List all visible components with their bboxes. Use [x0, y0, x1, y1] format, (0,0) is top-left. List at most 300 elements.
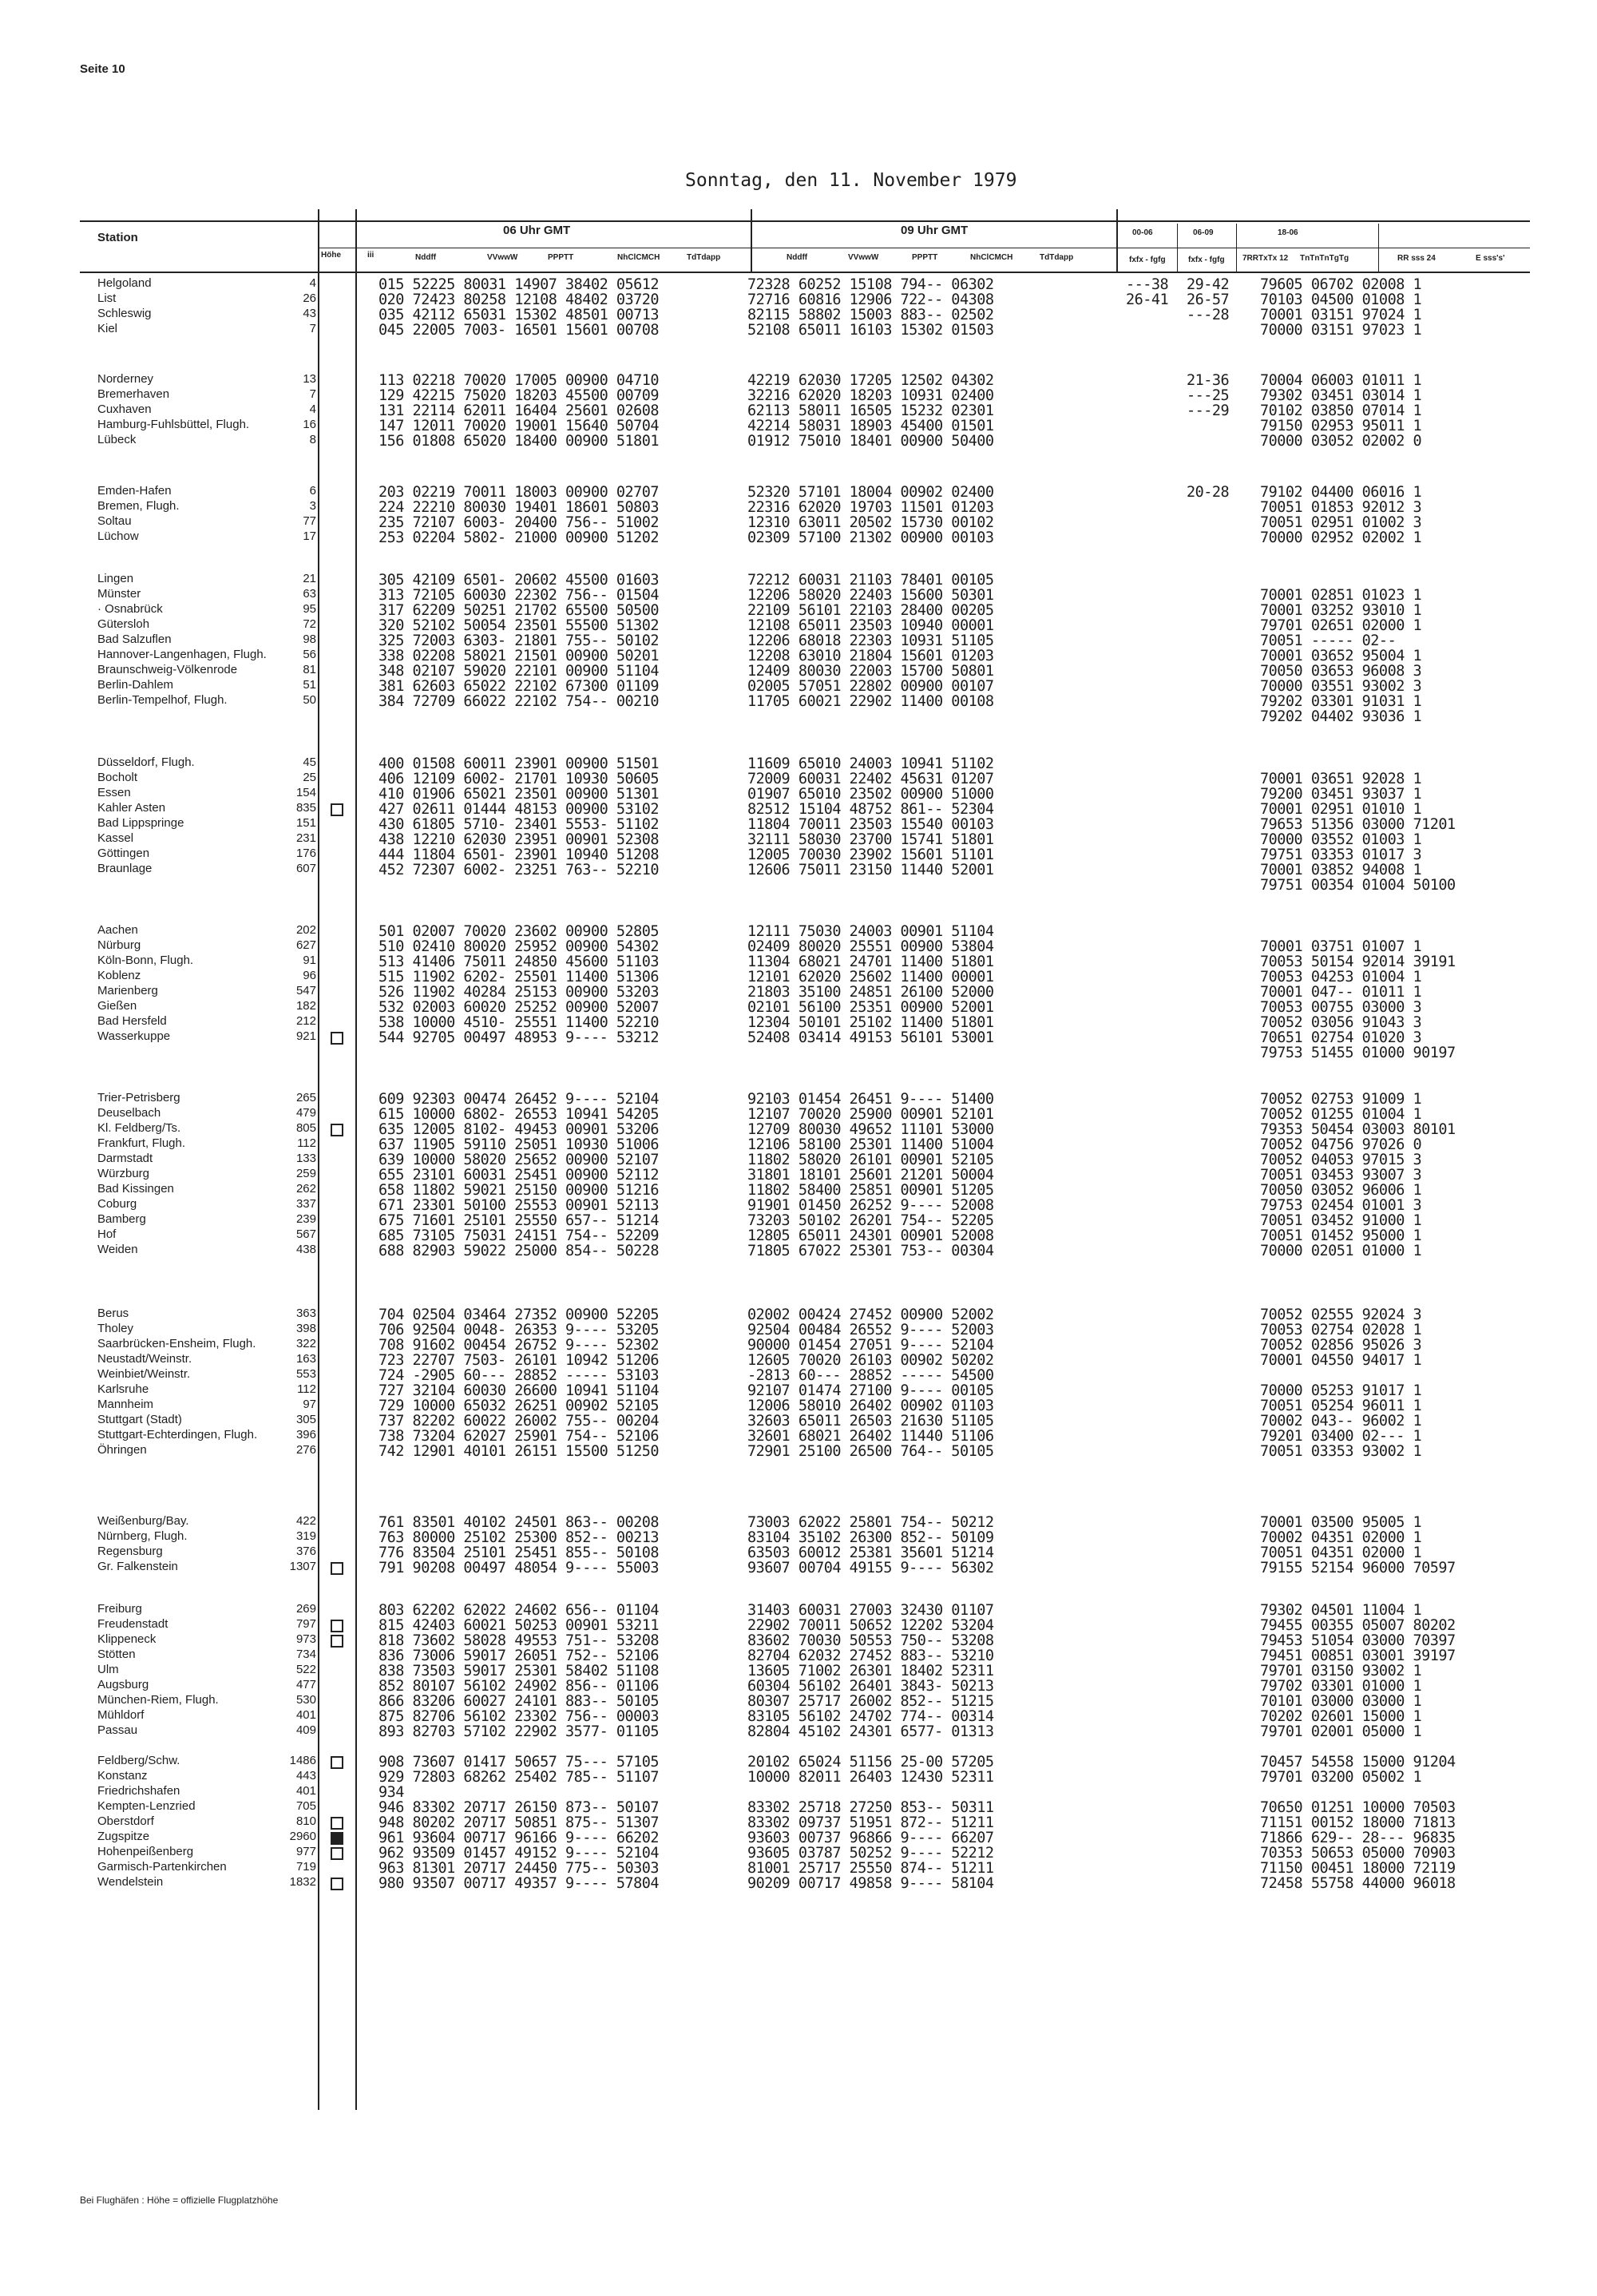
station-height: 72 [303, 617, 316, 631]
tdtd9-header: TdTdapp [1040, 253, 1074, 262]
station-name: Bad Kissingen [97, 1182, 174, 1196]
obs-09-gmt: 02409 80020 25551 00900 53804 [747, 938, 994, 955]
station-row [97, 1014, 1527, 1029]
precip-temp-18-06: 70051 03453 93007 3 [1260, 1167, 1422, 1184]
station-name: Tholey [97, 1322, 134, 1335]
station-name: Ulm [97, 1663, 119, 1676]
station-row [97, 1136, 1527, 1152]
obs-06-gmt: 724 -2905 60--- 28852 ----- 53103 [378, 1367, 660, 1384]
station-height: 13 [303, 372, 316, 386]
station-name: Mühldorf [97, 1708, 145, 1722]
station-name: Weißenburg/Bay. [97, 1514, 189, 1528]
open-box-icon [331, 1878, 343, 1890]
station-name: Schleswig [97, 307, 152, 320]
station-height: 530 [295, 1693, 316, 1707]
station-height: 50 [303, 693, 316, 707]
station-group [97, 1754, 1527, 1890]
station-row [97, 1514, 1527, 1529]
gust-00-06: 26-41 [1126, 291, 1169, 308]
station-name: Klippeneck [97, 1632, 157, 1646]
station-name: Stuttgart-Echterdingen, Flugh. [97, 1428, 258, 1441]
obs-09-gmt: 22902 70011 50652 12202 53204 [747, 1617, 994, 1634]
station-row [97, 1875, 1527, 1890]
gust-06-09: 20-28 [1187, 484, 1230, 501]
station-height: 154 [295, 786, 316, 799]
precip-temp-18-06: 70002 043-- 96002 1 [1260, 1413, 1422, 1430]
station-group [97, 372, 1527, 448]
precip-temp-18-06: 79605 06702 02008 1 [1260, 276, 1422, 293]
station-name: Koblenz [97, 969, 141, 982]
station-row [97, 307, 1527, 322]
obs-06-gmt: 452 72307 6002- 23251 763-- 52210 [378, 862, 660, 878]
obs-06-gmt: 934 [378, 1784, 404, 1801]
station-name: Bad Lippspringe [97, 816, 184, 830]
precip-temp-18-06: 79202 03301 91031 1 [1260, 693, 1422, 710]
precip-temp-18-06: 70052 02856 95026 3 [1260, 1337, 1422, 1354]
station-height: 1307 [289, 1560, 316, 1573]
obs-06-gmt: 706 92504 0048- 26353 9---- 53205 [378, 1322, 660, 1338]
station-name: Düsseldorf, Flugh. [97, 755, 195, 769]
nhcl9-header: NhClCMCH [970, 253, 1013, 262]
obs-09-gmt: 13605 71002 26301 18402 52311 [747, 1663, 994, 1679]
obs-09-gmt: 31801 18101 25601 21201 50004 [747, 1167, 994, 1184]
station-row [97, 1197, 1527, 1212]
period-00-06-header: 00-06 [1132, 228, 1153, 237]
station-name: Karlsruhe [97, 1382, 149, 1396]
obs-06-gmt: 035 42112 65031 15302 48501 00713 [378, 307, 660, 323]
precip-temp-18-06: 70650 01251 10000 70503 [1260, 1799, 1456, 1816]
station-row [97, 1602, 1527, 1617]
obs-09-gmt: 83302 09737 51951 872-- 51211 [747, 1814, 994, 1831]
station-row [97, 1754, 1527, 1769]
header-bottom-rule [80, 272, 1530, 273]
precip-temp-18-06: 79455 00355 05007 80202 [1260, 1617, 1456, 1634]
open-box-icon [331, 1032, 343, 1045]
station-height: 398 [295, 1322, 316, 1335]
station-row [97, 1708, 1527, 1723]
station-name: Feldberg/Schw. [97, 1754, 180, 1767]
station-height: 422 [295, 1514, 316, 1528]
precip-temp-18-06: 70001 03751 01007 1 [1260, 938, 1422, 955]
station-height: 96 [303, 969, 316, 982]
obs-09-gmt: 11609 65010 24003 10941 51102 [747, 755, 994, 772]
station-name: Bocholt [97, 771, 138, 784]
station-row [97, 1243, 1527, 1258]
obs-09-gmt: 01912 75010 18401 00900 50400 [747, 433, 994, 450]
station-row [97, 1382, 1527, 1398]
station-name: Kahler Asten [97, 801, 166, 815]
station-row [97, 1121, 1527, 1136]
obs-09-gmt: 12107 70020 25900 00901 52101 [747, 1106, 994, 1123]
station-name: Weiden [97, 1243, 138, 1256]
obs-09-gmt: 31403 60031 27003 32430 01107 [747, 1602, 994, 1619]
obs-06-gmt: 675 71601 25101 25550 657-- 51214 [378, 1212, 660, 1229]
station-name: Kiel [97, 322, 118, 335]
station-height: 4 [309, 276, 316, 290]
obs-06-gmt: 015 52225 80031 14907 38402 05612 [378, 276, 660, 293]
page-number: Seite 10 [80, 62, 125, 76]
precip-temp-18-06: 79451 00851 03001 39197 [1260, 1648, 1456, 1664]
precip-temp-18-06: 70004 06003 01011 1 [1260, 372, 1422, 389]
station-name: Emden-Hafen [97, 484, 172, 498]
open-box-icon [331, 1620, 343, 1632]
station-height: 77 [303, 514, 316, 528]
obs-06-gmt: 609 92303 00474 26452 9---- 52104 [378, 1091, 660, 1108]
station-name: Stötten [97, 1648, 136, 1661]
station-row [97, 1648, 1527, 1663]
obs-09-gmt: 72009 60031 22402 45631 01207 [747, 771, 994, 787]
precip-temp-18-06: 70051 05254 96011 1 [1260, 1398, 1422, 1414]
obs-09-gmt: -2813 60--- 28852 ----- 54500 [747, 1367, 994, 1384]
obs-09-gmt: 82512 15104 48752 861-- 52304 [747, 801, 994, 818]
station-row [97, 663, 1527, 678]
precip-temp-18-06: 70000 03151 97023 1 [1260, 322, 1422, 339]
obs-09-gmt: 02005 57051 22802 00900 00107 [747, 678, 994, 695]
station-name: Lingen [97, 572, 134, 585]
obs-06-gmt: 427 02611 01444 48153 00900 53102 [378, 801, 660, 818]
gust-06-09: ---29 [1187, 402, 1230, 419]
station-height: 26 [303, 291, 316, 305]
station-name: Darmstadt [97, 1152, 153, 1165]
precip-temp-18-06: 79155 52154 96000 70597 [1260, 1560, 1456, 1576]
station-row [97, 999, 1527, 1014]
precip-temp-18-06: 70000 02051 01000 1 [1260, 1243, 1422, 1259]
time06-header: 06 Uhr GMT [503, 224, 571, 237]
station-row [97, 1182, 1527, 1197]
station-height: 262 [295, 1182, 316, 1196]
precip-temp-18-06: 70053 00755 03000 3 [1260, 999, 1422, 1016]
station-height: 95 [303, 602, 316, 616]
station-row [97, 1632, 1527, 1648]
obs-09-gmt: 12111 75030 24003 00901 51104 [747, 923, 994, 940]
station-name: Freudenstadt [97, 1617, 168, 1631]
station-height: 239 [295, 1212, 316, 1226]
station-name: Bad Salzuflen [97, 632, 172, 646]
obs-06-gmt: 615 10000 6802- 26553 10941 54205 [378, 1106, 660, 1123]
station-height: 1832 [289, 1875, 316, 1889]
station-name: Hannover-Langenhagen, Flugh. [97, 648, 267, 661]
open-box-icon [331, 1756, 343, 1769]
station-row [97, 1152, 1527, 1167]
station-row [97, 276, 1527, 291]
nddff-header: Nddff [415, 253, 437, 262]
precip-temp-18-06: 70001 047-- 01011 1 [1260, 984, 1422, 1001]
station-group [97, 276, 1527, 337]
precip-temp-18-06: 70051 03353 93002 1 [1260, 1443, 1422, 1460]
obs-09-gmt: 12005 70030 23902 15601 51101 [747, 847, 994, 863]
station-height: 202 [295, 923, 316, 937]
open-box-icon [331, 1635, 343, 1648]
precip-temp-18-06: 70001 03652 95004 1 [1260, 648, 1422, 664]
station-name: Hamburg-Fuhlsbüttel, Flugh. [97, 418, 250, 431]
station-row [97, 1617, 1527, 1632]
station-row [97, 387, 1527, 402]
footnote: Bei Flughäfen : Höhe = offizielle Flugplatzhöhe [80, 2195, 279, 2206]
precip-temp-18-06: 70001 04550 94017 1 [1260, 1352, 1422, 1369]
station-name: Berlin-Dahlem [97, 678, 174, 692]
station-height: 259 [295, 1167, 316, 1180]
station-row [97, 1845, 1527, 1860]
station-row [97, 1769, 1527, 1784]
hoehe-header: Höhe [321, 251, 341, 260]
precip-temp-18-06: 70051 01853 92012 3 [1260, 499, 1422, 516]
obs-06-gmt: 818 73602 58028 49553 751-- 53208 [378, 1632, 660, 1649]
obs-09-gmt: 12805 65011 24301 00901 52008 [747, 1227, 994, 1244]
station-group [97, 1514, 1527, 1575]
gust-06-09: 29-42 [1187, 276, 1230, 293]
obs-09-gmt: 02002 00424 27452 00900 52002 [747, 1307, 994, 1323]
station-row [97, 862, 1527, 877]
station-group [97, 572, 1527, 724]
precip-temp-18-06: 70353 50653 05000 70903 [1260, 1845, 1456, 1862]
station-group [97, 1602, 1527, 1739]
obs-09-gmt: 93605 03787 50252 9---- 52212 [747, 1845, 994, 1862]
precip-temp-18-06: 70051 01452 95000 1 [1260, 1227, 1422, 1244]
station-row [97, 1352, 1527, 1367]
station-height: 477 [295, 1678, 316, 1691]
station-name: Cuxhaven [97, 402, 152, 416]
obs-09-gmt: 32216 62020 18203 10931 02400 [747, 387, 994, 404]
obs-09-gmt: 72901 25100 26500 764-- 50105 [747, 1443, 994, 1460]
obs-06-gmt: 893 82703 57102 22902 3577- 01105 [378, 1723, 660, 1740]
nddff9-header: Nddff [787, 253, 808, 262]
precip-temp-18-06: 79150 02953 95011 1 [1260, 418, 1422, 434]
obs-09-gmt: 73203 50102 26201 754-- 52205 [747, 1212, 994, 1229]
obs-06-gmt: 980 93507 00717 49357 9---- 57804 [378, 1875, 660, 1892]
obs-09-gmt: 12709 80030 49652 11101 53000 [747, 1121, 994, 1138]
obs-06-gmt: 962 93509 01457 49152 9---- 52104 [378, 1845, 660, 1862]
station-name: List [97, 291, 117, 305]
station-height: 2960 [289, 1830, 316, 1843]
station-name: Kassel [97, 831, 134, 845]
obs-09-gmt: 91901 01450 26252 9---- 52008 [747, 1197, 994, 1214]
station-height: 438 [295, 1243, 316, 1256]
station-row [97, 693, 1527, 708]
station-height: 322 [295, 1337, 316, 1350]
station-name: Gütersloh [97, 617, 150, 631]
obs-09-gmt: 11304 68021 24701 11400 51801 [747, 954, 994, 970]
station-name: Hof [97, 1227, 117, 1241]
station-height: 17 [303, 529, 316, 543]
station-height: 734 [295, 1648, 316, 1661]
obs-06-gmt: 963 81301 20717 24450 775-- 50303 [378, 1860, 660, 1877]
station-row [97, 1045, 1527, 1060]
station-height: 265 [295, 1091, 316, 1104]
obs-09-gmt: 21803 35100 24851 26100 52000 [747, 984, 994, 1001]
obs-06-gmt: 761 83501 40102 24501 863-- 00208 [378, 1514, 660, 1531]
station-row [97, 969, 1527, 984]
precip-temp-18-06: 79701 02001 05000 1 [1260, 1723, 1422, 1740]
station-height: 7 [309, 387, 316, 401]
gust-06-09: 21-36 [1187, 372, 1230, 389]
station-height: 98 [303, 632, 316, 646]
station-row [97, 1367, 1527, 1382]
precip-temp-18-06: 79753 02454 01001 3 [1260, 1197, 1422, 1214]
precip-temp-18-06: 71151 00152 18000 71813 [1260, 1814, 1456, 1831]
obs-09-gmt: 42219 62030 17205 12502 04302 [747, 372, 994, 389]
obs-09-gmt: 12304 50101 25102 11400 51801 [747, 1014, 994, 1031]
station-name: Weinbiet/Weinstr. [97, 1367, 191, 1381]
precip-temp-18-06: 79302 04501 11004 1 [1260, 1602, 1422, 1619]
station-row [97, 1167, 1527, 1182]
station-row [97, 954, 1527, 969]
station-name: Nürnberg, Flugh. [97, 1529, 188, 1543]
gust-06-09: ---28 [1187, 307, 1230, 323]
station-height: 396 [295, 1428, 316, 1441]
station-height: 6 [309, 484, 316, 498]
col-rule-06 [751, 209, 752, 273]
station-row [97, 1560, 1527, 1575]
obs-09-gmt: 72328 60252 15108 794-- 06302 [747, 276, 994, 293]
obs-06-gmt: 875 82706 56102 23302 756-- 00003 [378, 1708, 660, 1725]
station-height: 43 [303, 307, 316, 320]
nhcl-header: NhClCMCH [617, 253, 660, 262]
obs-09-gmt: 71805 67022 25301 753-- 00304 [747, 1243, 994, 1259]
station-height: 112 [297, 1382, 316, 1396]
station-height: 319 [295, 1529, 316, 1543]
station-name: Lübeck [97, 433, 137, 446]
obs-06-gmt: 400 01508 60011 23901 00900 51501 [378, 755, 660, 772]
esss-header: E sss's' [1476, 254, 1505, 263]
obs-06-gmt: 946 83302 20717 26150 873-- 50107 [378, 1799, 660, 1816]
station-name: Bamberg [97, 1212, 146, 1226]
obs-09-gmt: 42214 58031 18903 45400 01501 [747, 418, 994, 434]
obs-06-gmt: 313 72105 60030 22302 756-- 01504 [378, 587, 660, 604]
station-height: 835 [295, 801, 316, 815]
station-name: Garmisch-Partenkirchen [97, 1860, 227, 1874]
station-name: Regensburg [97, 1545, 163, 1558]
station-name: · Osnabrück [97, 602, 163, 616]
station-height: 182 [295, 999, 316, 1013]
obs-06-gmt: 113 02218 70020 17005 00900 04710 [378, 372, 660, 389]
station-name: Würzburg [97, 1167, 150, 1180]
precip-temp-18-06: 79751 03353 01017 3 [1260, 847, 1422, 863]
obs-09-gmt: 52320 57101 18004 00902 02400 [747, 484, 994, 501]
obs-09-gmt: 83602 70030 50553 750-- 53208 [747, 1632, 994, 1649]
station-row [97, 1106, 1527, 1121]
obs-09-gmt: 02101 56100 25351 00900 52001 [747, 999, 994, 1016]
station-row [97, 847, 1527, 862]
station-name: Berus [97, 1307, 129, 1320]
rr-header: 7RRTxTx 12 [1242, 254, 1289, 263]
precip-temp-18-06: 70050 03052 96006 1 [1260, 1182, 1422, 1199]
precip-temp-18-06: 79201 03400 02--- 1 [1260, 1428, 1422, 1445]
col-rule-p2 [1236, 224, 1237, 272]
col-rule-p1 [1177, 224, 1178, 272]
station-group [97, 755, 1527, 892]
obs-06-gmt: 929 72803 68262 25402 785-- 51107 [378, 1769, 660, 1786]
col-rule-09 [1116, 209, 1118, 273]
obs-09-gmt: 32603 65011 26503 21630 51105 [747, 1413, 994, 1430]
station-row [97, 514, 1527, 529]
obs-09-gmt: 11804 70011 23503 15540 00103 [747, 816, 994, 833]
obs-06-gmt: 763 80000 25102 25300 852-- 00213 [378, 1529, 660, 1546]
obs-09-gmt: 12605 70020 26103 00902 50202 [747, 1352, 994, 1369]
station-height: 627 [295, 938, 316, 952]
obs-06-gmt: 045 22005 7003- 16501 15601 00708 [378, 322, 660, 339]
obs-06-gmt: 224 22210 80030 19401 18601 50803 [378, 499, 660, 516]
station-height: 3 [309, 499, 316, 513]
station-height: 409 [295, 1723, 316, 1737]
precip-temp-18-06: 70001 03651 92028 1 [1260, 771, 1422, 787]
gust-06-09: ---25 [1187, 387, 1230, 404]
obs-06-gmt: 866 83206 60027 24101 883-- 50105 [378, 1693, 660, 1710]
station-height: 363 [295, 1307, 316, 1320]
station-row [97, 617, 1527, 632]
station-height: 553 [295, 1367, 316, 1381]
obs-06-gmt: 338 02208 58021 21501 00900 50201 [378, 648, 660, 664]
obs-06-gmt: 147 12011 70020 19001 15640 50704 [378, 418, 660, 434]
station-row [97, 648, 1527, 663]
station-row [97, 831, 1527, 847]
obs-06-gmt: 501 02007 70020 23602 00900 52805 [378, 923, 660, 940]
obs-09-gmt: 90000 01454 27051 9---- 52104 [747, 1337, 994, 1354]
precip-temp-18-06: 70001 02951 01010 1 [1260, 801, 1422, 818]
station-row [97, 587, 1527, 602]
obs-09-gmt: 63503 60012 25381 35601 51214 [747, 1545, 994, 1561]
precip-temp-18-06: 70457 54558 15000 91204 [1260, 1754, 1456, 1771]
station-height: 81 [303, 663, 316, 676]
station-row [97, 984, 1527, 999]
precip-temp-18-06: 70051 ----- 02-- [1260, 632, 1397, 649]
obs-06-gmt: 406 12109 6002- 21701 10930 50605 [378, 771, 660, 787]
obs-09-gmt: 12409 80030 22003 15700 50801 [747, 663, 994, 680]
gust2-header: fxfx - fgfg [1188, 256, 1225, 264]
station-name: Mannheim [97, 1398, 154, 1411]
station-height: 973 [295, 1632, 316, 1646]
station-height: 21 [303, 572, 316, 585]
station-name: Wendelstein [97, 1875, 164, 1889]
station-row [97, 923, 1527, 938]
rr24-header: RR sss 24 [1397, 254, 1436, 263]
station-name: Essen [97, 786, 131, 799]
obs-06-gmt: 704 02504 03464 27352 00900 52205 [378, 1307, 660, 1323]
station-height: 269 [295, 1602, 316, 1616]
precip-temp-18-06: 70053 50154 92014 39191 [1260, 954, 1456, 970]
obs-09-gmt: 11705 60021 22902 11400 00108 [747, 693, 994, 710]
station-name: Bremerhaven [97, 387, 170, 401]
obs-09-gmt: 22109 56101 22103 28400 00205 [747, 602, 994, 619]
obs-06-gmt: 852 80107 56102 24902 856-- 01106 [378, 1678, 660, 1695]
station-row [97, 1545, 1527, 1560]
precip-temp-18-06: 79200 03451 93037 1 [1260, 786, 1422, 803]
obs-09-gmt: 82115 58802 15003 883-- 02502 [747, 307, 994, 323]
obs-06-gmt: 131 22114 62011 16404 25601 02608 [378, 402, 660, 419]
precip-temp-18-06: 70052 03056 91043 3 [1260, 1014, 1422, 1031]
gust-00-06: ---38 [1126, 276, 1169, 293]
obs-09-gmt: 11802 58020 26101 00901 52105 [747, 1152, 994, 1168]
station-height: 305 [295, 1413, 316, 1426]
obs-09-gmt: 90209 00717 49858 9---- 58104 [747, 1875, 994, 1892]
obs-06-gmt: 908 73607 01417 50657 75--- 57105 [378, 1754, 660, 1771]
obs-09-gmt: 72212 60031 21103 78401 00105 [747, 572, 994, 589]
station-height: 276 [295, 1443, 316, 1457]
open-box-icon [331, 803, 343, 816]
station-row [97, 499, 1527, 514]
obs-06-gmt: 639 10000 58020 25652 00900 52107 [378, 1152, 660, 1168]
station-height: 8 [309, 433, 316, 446]
precip-temp-18-06: 79653 51356 03000 71201 [1260, 816, 1456, 833]
obs-09-gmt: 80307 25717 26002 852-- 51215 [747, 1693, 994, 1710]
precip-temp-18-06: 79202 04402 93036 1 [1260, 708, 1422, 725]
obs-06-gmt: 384 72709 66022 22102 754-- 00210 [378, 693, 660, 710]
station-name: Marienberg [97, 984, 158, 997]
precip-temp-18-06: 79701 03150 93002 1 [1260, 1663, 1422, 1679]
station-row [97, 755, 1527, 771]
obs-09-gmt: 12206 68018 22303 10931 51105 [747, 632, 994, 649]
obs-06-gmt: 723 22707 7503- 26101 10942 51206 [378, 1352, 660, 1369]
col-rule-p3 [1378, 224, 1379, 272]
